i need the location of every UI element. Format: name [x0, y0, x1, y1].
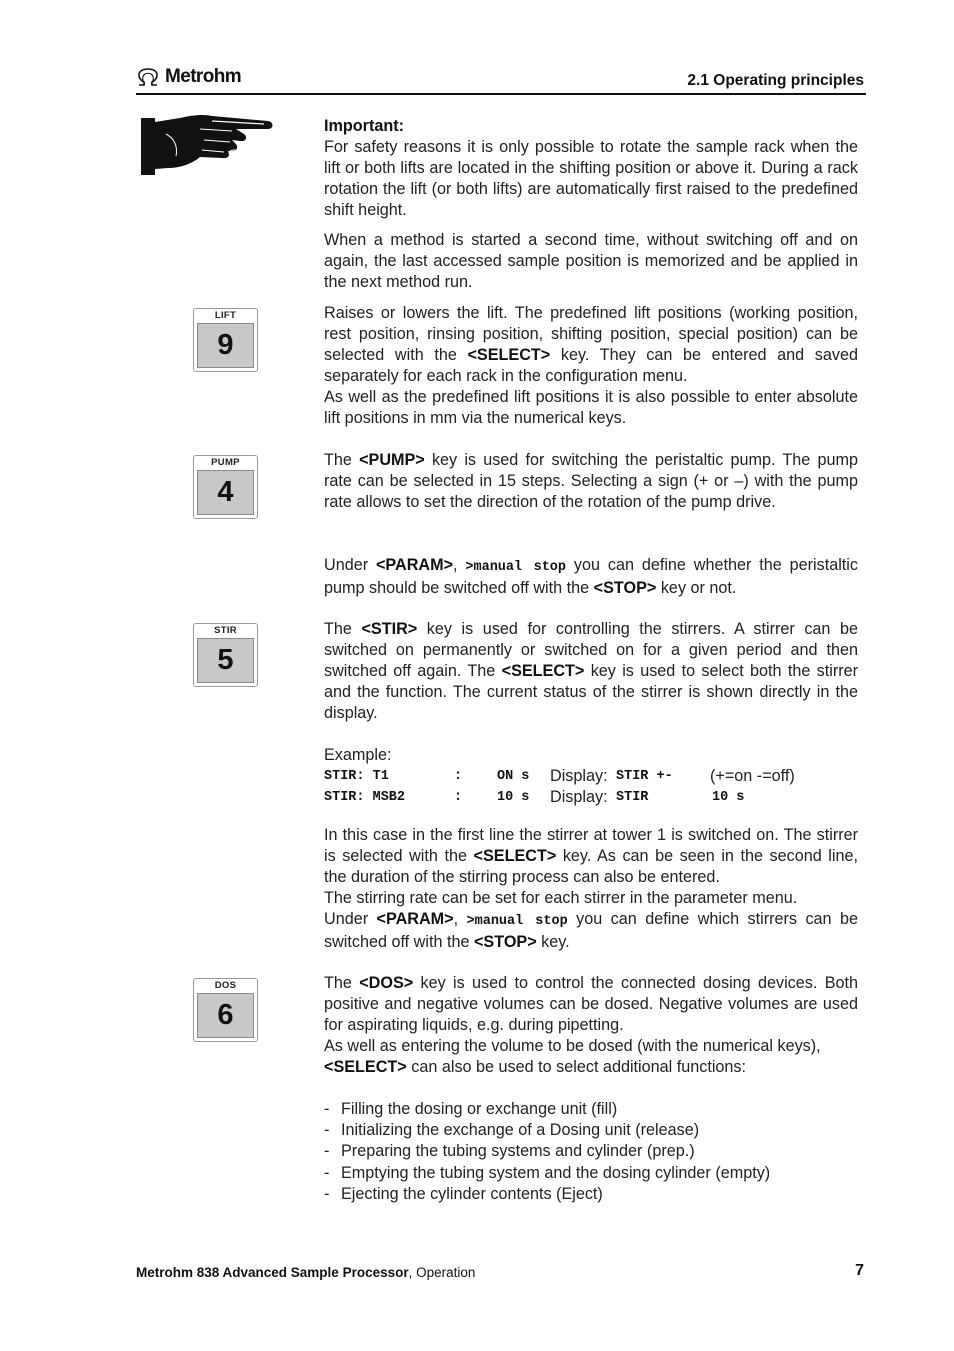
footer-product	[136, 1265, 475, 1280]
param-key-ref-2: <PARAM>	[376, 910, 454, 928]
pointing-hand-icon	[140, 112, 276, 178]
manual-stop-ref: >manual stop	[465, 560, 566, 575]
stir-text-2a: In this case in the first line the stirrer at tower 1 is switched on. The stirrer is selected with the	[324, 826, 858, 865]
list-item: - Initializing the exchange of a Dosing unit (release)	[324, 1121, 700, 1140]
stir-key-label: STIR	[214, 625, 237, 636]
metrohm-logo	[136, 66, 241, 88]
stir-key-ref: <STIR>	[361, 620, 418, 638]
example-1-note: (+=on -=off)	[710, 767, 795, 785]
footer-suffix: , Operation	[408, 1265, 476, 1280]
pump-key-number: 4	[197, 470, 254, 515]
dos-key-number: 6	[197, 993, 254, 1038]
dos-text-1a: The	[324, 974, 360, 992]
example-1-display-value: STIR +-	[616, 769, 673, 784]
example-row-1	[324, 766, 864, 787]
pump-text-2a: Under	[324, 556, 376, 574]
dos-functions-list	[324, 1099, 864, 1205]
important-paragraph-2: When a method is started a second time, without switching off and on again, the last accessed sample position is memorized and be applied in the next method run.	[324, 231, 858, 291]
stir-description	[324, 619, 858, 724]
header-rule	[136, 93, 866, 95]
example-row-2	[324, 787, 864, 808]
important-paragraph-2-block	[324, 230, 858, 293]
example-label: Example:	[324, 746, 392, 764]
stir-key[interactable]	[193, 623, 258, 687]
pump-comma: ,	[453, 556, 466, 574]
lift-key-label: LIFT	[214, 310, 237, 321]
pump-key-ref: <PUMP>	[359, 451, 425, 469]
pump-text-2b: you can define whether the peristaltic pump should be switched off with the	[324, 556, 858, 597]
list-item-text: Filling the dosing or exchange unit (fill)	[341, 1100, 618, 1118]
pump-text-1a: The	[324, 451, 360, 469]
pump-param-description	[324, 555, 858, 599]
pump-key-label: PUMP	[211, 457, 240, 468]
important-block	[324, 116, 858, 221]
stir-comma: ,	[453, 910, 467, 928]
example-2-colon: :	[454, 790, 463, 805]
pump-description	[324, 450, 858, 513]
list-item: - Ejecting the cylinder contents (Eject)	[324, 1184, 603, 1203]
section-title: 2.1 Operating principles	[687, 72, 864, 89]
select-key-ref: <SELECT>	[467, 346, 551, 364]
stir-text-4c: key.	[536, 933, 570, 951]
dos-text-1b: key is used to control the connected dosing devices. Both positive and negative volumes can be dosed. Negative volumes are used for aspirating liquids, e.g. during pipetting.	[324, 974, 858, 1034]
list-item-text: Emptying the tubing system and the dosing cylinder (empty)	[341, 1163, 771, 1182]
example-1-colon: :	[454, 769, 463, 784]
list-item-text: Preparing the tubing systems and cylinder (prep.)	[341, 1142, 695, 1161]
lift-text-1b: key. They can be entered and saved separately for each rack in the configuration menu.	[324, 346, 859, 385]
omega-icon	[136, 68, 160, 86]
example-2-value: 10 s	[497, 790, 530, 805]
important-paragraph-1: For safety reasons it is only possible to rotate the sample rack when the lift or both lifts are located in the shifting position or above it. During a rack rotation the lift (or both lifts) are automatically first raised to the predefined shift height.	[324, 138, 858, 219]
select-key-ref-2: <SELECT>	[501, 662, 585, 680]
stir-text-1b: key is used for controlling the stirrers. A stirrer can be switched on permanently or switched on for a given period and then switched off again. The	[324, 620, 858, 680]
list-item-text: Ejecting the cylinder contents (Eject)	[341, 1184, 603, 1203]
param-key-ref: <PARAM>	[375, 556, 454, 574]
stir-text-3: The stirring rate can be set for each stirrer in the parameter menu.	[324, 889, 798, 907]
dos-key-ref: <DOS>	[359, 974, 414, 992]
list-item: - Emptying the tubing system and the dosing cylinder (empty)	[324, 1163, 771, 1182]
dos-description	[324, 973, 858, 1078]
dos-key[interactable]	[193, 978, 258, 1042]
list-item-text: Initializing the exchange of a Dosing unit (release)	[341, 1121, 700, 1140]
stir-text-2b: key. As can be seen in the second line, the duration of the stirring process can also be entered.	[324, 847, 858, 886]
stir-explanation	[324, 825, 858, 953]
lift-description	[324, 303, 858, 429]
example-1-command: STIR: T1	[324, 769, 389, 784]
list-item: - Preparing the tubing systems and cylinder (prep.)	[324, 1142, 695, 1161]
stir-text-1a: The	[324, 620, 362, 638]
stir-key-number: 5	[197, 638, 254, 683]
lift-key-number: 9	[197, 323, 254, 368]
stop-key-ref-2: <STOP>	[473, 933, 537, 951]
list-item: - Filling the dosing or exchange unit (fill)	[324, 1100, 618, 1118]
example-1-display-label: Display:	[550, 767, 608, 785]
example-2-display-time: 10 s	[712, 790, 745, 805]
pump-text-2c: key or not.	[656, 579, 737, 597]
select-key-ref-4: <SELECT>	[324, 1058, 407, 1076]
stir-text-4a: Under	[324, 910, 377, 928]
lift-text-2: As well as the predefined lift positions it is also possible to enter absolute lift positions in mm via the numerical keys.	[324, 388, 858, 427]
lift-key[interactable]	[193, 308, 258, 372]
logo-text: Metrohm	[165, 66, 242, 87]
stir-text-4b: you can define which stirrers can be switched off with the	[324, 910, 858, 951]
dos-text-3b: can also be used to select additional functions:	[406, 1058, 747, 1076]
page-number: 7	[855, 1262, 864, 1279]
pump-key[interactable]	[193, 455, 258, 519]
example-2-command: STIR: MSB2	[324, 790, 406, 805]
manual-stop-ref-2: >manual stop	[466, 914, 568, 929]
pump-text-1b: key is used for switching the peristaltic pump. The pump rate can be selected in 15 steps. Selecting a sign (+ or –) with the pump rate allows to set the direction of the rotation of the pump drive.	[324, 451, 858, 511]
dos-key-label: DOS	[214, 980, 237, 991]
example-2-display-value: STIR	[616, 790, 649, 805]
dos-text-2: As well as entering the volume to be dosed (with the numerical keys),	[324, 1037, 821, 1055]
stir-text-1c: key is used to select both the stirrer and the function. The current status of the stirrer is shown directly in the display.	[324, 662, 858, 722]
important-heading: Important:	[324, 117, 405, 135]
lift-text-1a: Raises or lowers the lift. The predefined lift positions (working position, rest position, rinsing position, shifting position, special position) can be selected with the	[324, 304, 858, 364]
example-1-value: ON s	[497, 769, 530, 784]
stop-key-ref: <STOP>	[593, 579, 657, 597]
select-key-ref-3: <SELECT>	[473, 847, 557, 865]
footer-product-name: Metrohm 838 Advanced Sample Processor	[136, 1265, 409, 1280]
example-2-display-label: Display:	[550, 788, 608, 806]
